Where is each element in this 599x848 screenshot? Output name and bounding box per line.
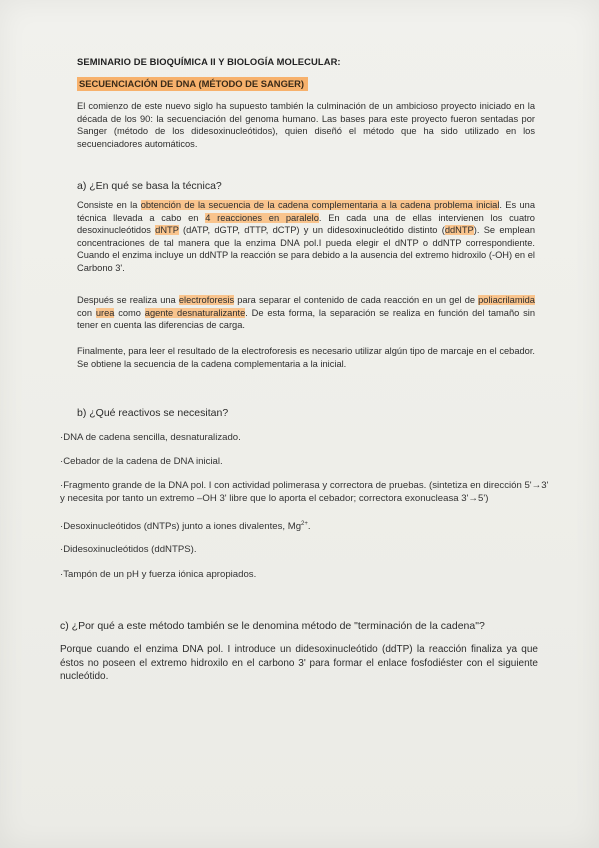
question-b: b) ¿Qué reactivos se necesitan?	[77, 407, 229, 419]
question-a: a) ¿En qué se basa la técnica?	[77, 180, 222, 192]
text-span: con	[77, 307, 96, 318]
reagent-item: ·Didesoxinucleótidos (ddNTPS).	[60, 544, 197, 555]
text-span: Después se realiza una	[77, 295, 179, 305]
reagent-item: ·Tampón de un pH y fuerza iónica apropiados.	[60, 569, 257, 580]
answer-c-paragraph	[60, 643, 538, 684]
text-span: como	[114, 307, 145, 318]
reagent-item: ·DNA de cadena sencilla, desnaturalizado.	[60, 432, 241, 443]
answer-a-paragraph-2	[77, 294, 535, 332]
answer-a-paragraph-3	[77, 345, 535, 370]
reagent-item-text: ·Desoxinucleótidos (dNTPs) junto a iones divalentes, Mg	[60, 521, 302, 533]
highlight: 4 reacciones en paralelo	[205, 212, 319, 223]
text-span: . Es una técnica llevada a cabo en	[77, 200, 535, 223]
answer-a-p3-text: Finalmente, para leer el resultado de la electroforesis es necesario utilizar algún tipo de marcaje en el cebador. Se obtiene la secuencia de la cadena complementaria a la inicial.	[77, 346, 535, 369]
text-span: Consiste en la	[77, 200, 141, 210]
text-span: .	[307, 521, 311, 533]
answer-c-text: Porque cuando el enzima DNA pol. I introduce un didesoxinucleótido (ddTP) la reacción finaliza ya que éstos no poseen el extremo hidroxilo en el carbono 3' para formar el enlace fosfodiéster con el siguiente nucleótido.	[60, 644, 538, 683]
text-span: . En cada una de ellas intervienen los cuatro desoxinucleótidos	[77, 212, 535, 236]
superscript: 2+	[301, 521, 308, 527]
reagent-item	[60, 518, 550, 533]
reagent-item: ·Fragmento grande de la DNA pol. I con actividad polimerasa y correctora de pruebas. (sintetiza en dirección 5'→3' y necesita por tanto un extremo –OH 3' libre que lo aporta el cebador; correctora exonucleasa 3'→5')	[60, 480, 549, 504]
highlight: dNTP	[155, 225, 179, 236]
highlight: electroforesis	[178, 295, 235, 305]
text-span: (dATP, dGTP, dTTP, dCTP) y un didesoxinucleótido distinto (	[178, 225, 445, 236]
intro-text: El comienzo de este nuevo siglo ha supuesto también la culminación de un ambicioso proyecto iniciado en la década de los 90: la secuenciación del genoma humano. Las bases para este proyecto fueron sentadas por Sanger (método de los didesoxinucleótidos), quien diseñó el método que ha sido utilizado en los secuenciadores automáticos.	[77, 101, 535, 149]
highlight: ddNTP	[444, 225, 474, 236]
document-subtitle: SECUENCIACIÓN DE DNA (MÉTODO DE SANGER)	[77, 77, 308, 91]
question-c: c) ¿Por qué a este método también se le denomina método de "terminación de la cadena"?	[60, 620, 485, 632]
highlight: poliacrilamida	[478, 295, 535, 305]
reagent-item: ·Cebador de la cadena de DNA inicial.	[60, 456, 223, 467]
answer-a-paragraph-1	[77, 199, 535, 275]
text-span: ). Se emplean concentraciones de tal manera que la enzima DNA pol.I pueda elegir el dNTP o ddNTP correspondiente. Cuando el enzima incluye un ddNTP la reacción se para debido a la ausencia del extremo hidroxilo (-OH) en el Carbono 3'.	[77, 225, 535, 273]
text-span: . De esta forma, la separación se realiza en función del tamaño sin tener en cuenta las diferencias de carga.	[77, 307, 535, 331]
document-title: SEMINARIO DE BIOQUÍMICA II Y BIOLOGÍA MOLECULAR:	[77, 56, 341, 67]
intro-paragraph	[77, 100, 535, 150]
highlight: obtención de la secuencia de la cadena complementaria a la cadena problema inicial	[140, 200, 500, 210]
highlight: agente desnaturalizante	[144, 307, 246, 318]
highlight: urea	[95, 307, 115, 318]
text-span: para separar el contenido de cada reacción en un gel de	[234, 295, 479, 305]
